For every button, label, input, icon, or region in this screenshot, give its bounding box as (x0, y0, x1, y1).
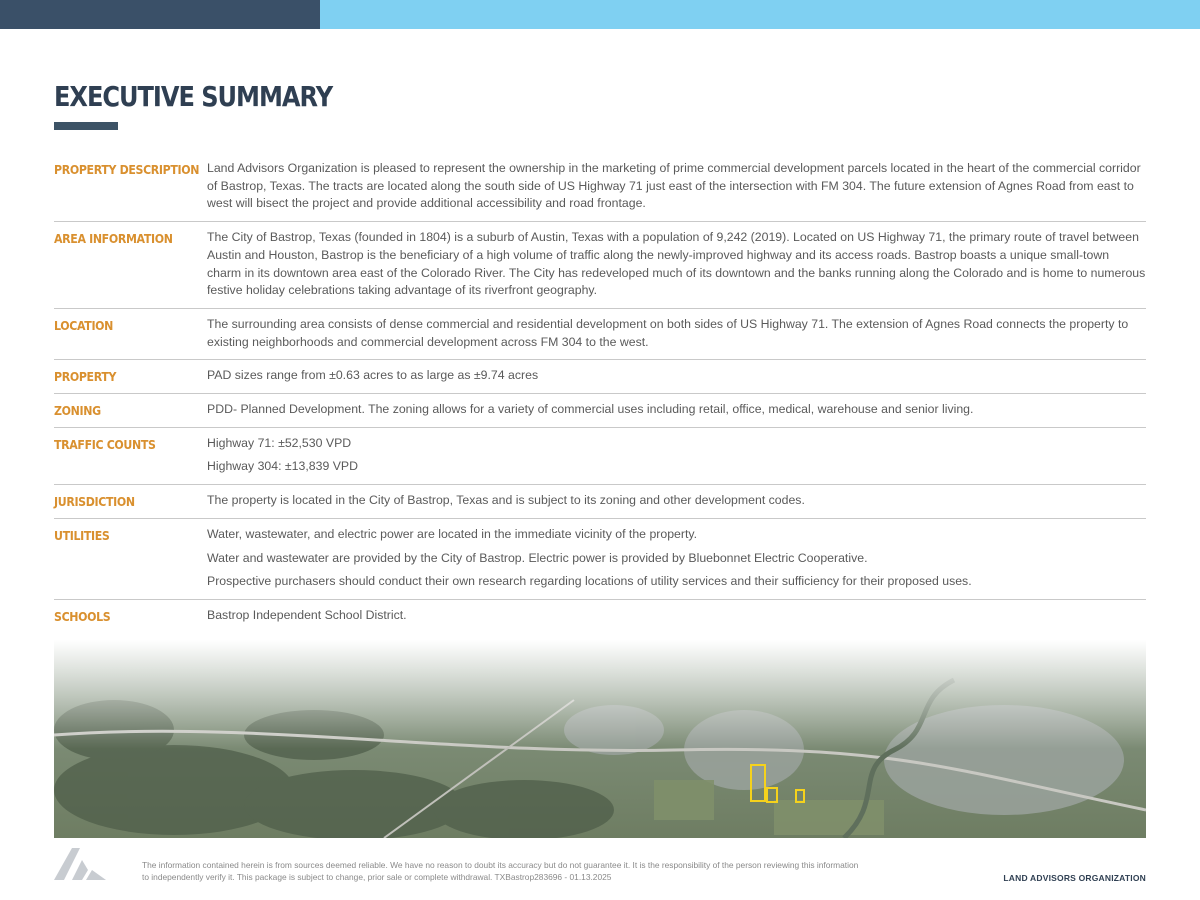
section-paragraph: Highway 71: ±52,530 VPD (207, 435, 352, 450)
header-bar-dark (0, 0, 320, 29)
section-label-text: LOCATION (54, 317, 114, 333)
land-advisors-logo-icon (54, 846, 106, 887)
section-label-text: JURISDICTION (54, 494, 135, 510)
section-content (207, 160, 1146, 213)
header-bar-light (320, 0, 1200, 29)
section-label (54, 401, 207, 419)
section-paragraph: Highway 304: ±13,839 VPD (207, 459, 358, 474)
section-area-information (54, 222, 1146, 309)
section-label (54, 160, 207, 213)
section-content (207, 526, 1146, 591)
section-paragraph: The surrounding area consists of dense commercial and residential development on both sides of US Highway 71. The extension of Agnes Road connects the property to existing neighborhoods and commercial development across FM 304 to the west. (207, 316, 1129, 349)
section-paragraph: Land Advisors Organization is pleased to represent the ownership in the marketing of prime commercial development parcels located in the heart of the commercial corridor of Bastrop, Texas. The tracts are located along the south side of US Highway 71 just east of the intersection with FM 304. The future extension of Agnes Road from east to west will bisect the project and provide additional accessibility and road frontage. (207, 161, 1141, 211)
section-paragraph: PAD sizes range from ±0.63 acres to as large as ±9.74 acres (207, 368, 539, 383)
section-zoning (54, 394, 1146, 428)
section-paragraph: The City of Bastrop, Texas (founded in 1804) is a suburb of Austin, Texas with a population of 9,242 (2019). Located on US Highway 71, the primary route of travel between Austin and Houston, Bastrop is the beneficiary of a high volume of traffic along the newly-improved highway and its access roads. Bastrop boasts a unique small-town charm in its downtown area east of the Colorado River. The City has redeveloped much of its downtown and the banks running along the Colorado and is home to numerous festive holiday celebrations taking advantage of its riverfront geography. (207, 230, 1146, 298)
section-content (207, 607, 1146, 625)
section-label-text: PROPERTY DESCRIPTION (54, 162, 200, 177)
section-paragraph: Water, wastewater, and electric power are located in the immediate vicinity of the property. (207, 526, 698, 541)
section-paragraph: Bastrop Independent School District. (207, 607, 407, 622)
section-label-text: SCHOOLS (54, 608, 111, 624)
disclaimer-text: The information contained herein is from sources deemed reliable. We have no reason to doubt its accuracy but do not guarantee it. It is the responsibility of the person reviewing this information to independently verify it. This package is subject to change, prior sale or complete withdrawal. TXBastrop283696 - 01.13.2025 (142, 860, 859, 882)
section-label (54, 607, 207, 625)
section-label (54, 492, 207, 510)
section-schools (54, 600, 1146, 633)
section-paragraph: The property is located in the City of Bastrop, Texas and is subject to its zoning and other development codes. (207, 493, 805, 508)
section-property-description (54, 153, 1146, 222)
section-label (54, 367, 207, 385)
section-content (207, 367, 1146, 385)
section-content (207, 492, 1146, 510)
aerial-photo (54, 640, 1146, 838)
section-label (54, 229, 207, 300)
section-traffic-counts (54, 428, 1146, 485)
section-paragraph: Prospective purchasers should conduct their own research regarding locations of utility services and their sufficiency for their proposed uses. (207, 574, 972, 589)
section-label (54, 435, 207, 476)
section-property (54, 360, 1146, 394)
section-jurisdiction (54, 485, 1146, 519)
section-label (54, 526, 207, 591)
section-label-text: PROPERTY (54, 369, 117, 385)
section-content (207, 435, 1146, 476)
brand-name: LAND ADVISORS ORGANIZATION (1003, 873, 1146, 883)
section-label-text: AREA INFORMATION (54, 231, 173, 247)
section-content (207, 229, 1146, 300)
section-paragraph: PDD- Planned Development. The zoning allows for a variety of commercial uses including retail, office, medical, warehouse and senior living. (207, 402, 974, 417)
section-paragraph: Water and wastewater are provided by the City of Bastrop. Electric power is provided by Bluebonnet Electric Cooperative. (207, 550, 868, 565)
section-label-text: ZONING (54, 403, 101, 419)
title-underline (54, 122, 118, 130)
section-label-text: UTILITIES (54, 527, 110, 543)
summary-sections (54, 153, 1146, 633)
section-content (207, 316, 1146, 351)
section-utilities (54, 519, 1146, 600)
section-label (54, 316, 207, 351)
section-content (207, 401, 1146, 419)
section-location (54, 309, 1146, 360)
section-label-text: TRAFFIC COUNTS (54, 436, 156, 452)
page-title: EXECUTIVE SUMMARY (54, 80, 333, 113)
